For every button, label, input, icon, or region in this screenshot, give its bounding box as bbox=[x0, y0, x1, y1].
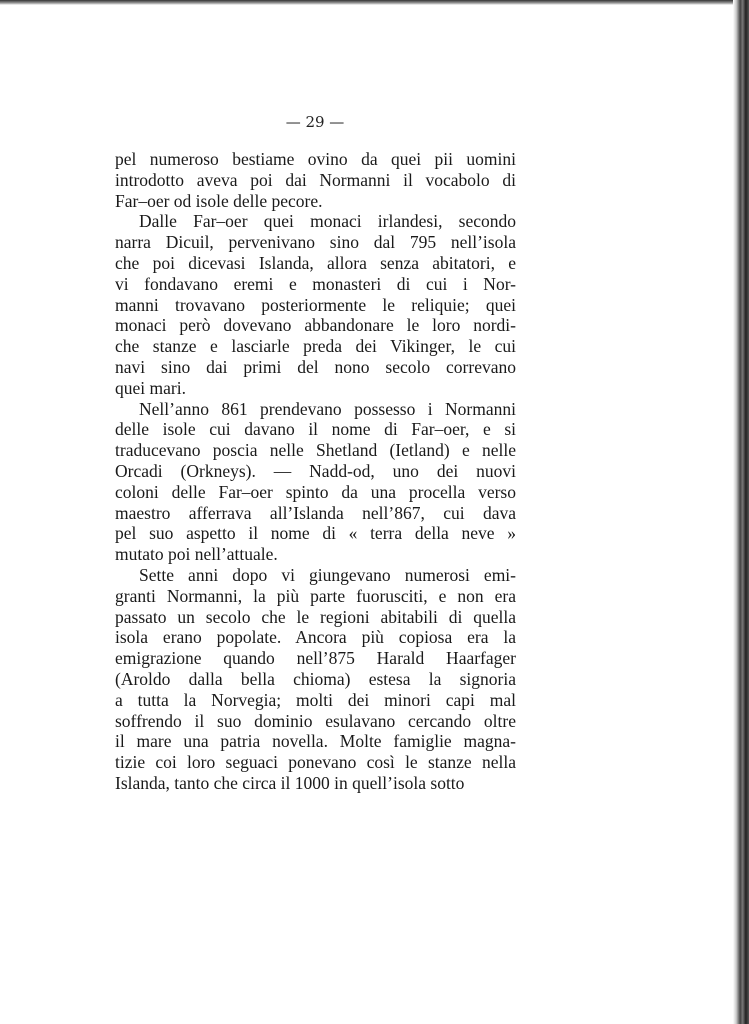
text-line: a tutta la Norvegia; molti dei minori capi mal bbox=[115, 689, 516, 710]
text-line: emigrazione quando nell’875 Harald Haarfager bbox=[115, 648, 516, 669]
text-line: coloni delle Far–oer spinto da una procella verso bbox=[115, 481, 516, 502]
text-line: il mare una patria novella. Molte famiglie magna- bbox=[115, 731, 516, 752]
text-line: navi sino dai primi del nono secolo correvano bbox=[115, 356, 516, 377]
text-line: narra Dicuil, pervenivano sino dal 795 nell’isola bbox=[115, 232, 516, 253]
text-line: Islanda, tanto che circa il 1000 in quell’isola sotto bbox=[115, 772, 465, 793]
text-line: mutato poi nell’attuale. bbox=[115, 544, 278, 565]
text-line: Orcadi (Orkneys). — Nadd-od, uno dei nuovi bbox=[115, 460, 516, 481]
text-line: pel suo aspetto il nome di « terra della neve » bbox=[115, 523, 516, 544]
text-line: (Aroldo dalla bella chioma) estesa la signoria bbox=[115, 668, 516, 689]
text-line: introdotto aveva poi dai Normanni il vocabolo di bbox=[115, 169, 516, 190]
text-line: granti Normanni, la più parte fuorusciti, e non era bbox=[115, 585, 516, 606]
paragraph bbox=[115, 565, 516, 794]
text-line: Sette anni dopo vi giungevano numerosi emi- bbox=[139, 564, 516, 585]
text-line: soffrendo il suo dominio esulavano cercando oltre bbox=[115, 710, 516, 731]
text-line: delle isole cui davano il nome di Far–oer, e si bbox=[115, 419, 516, 440]
text-line: Far–oer od isole delle pecore. bbox=[115, 190, 323, 211]
text-line: traducevano poscia nelle Shetland (Ietland) e nelle bbox=[115, 440, 516, 461]
text-line: maestro afferrava all’Islanda nell’867, cui dava bbox=[115, 502, 516, 523]
text-line: Dalle Far–oer quei monaci irlandesi, secondo bbox=[139, 211, 516, 232]
scan-top-edge bbox=[0, 0, 749, 5]
paragraph bbox=[115, 149, 516, 211]
text-line: vi fondavano eremi e monasteri di cui i Nor- bbox=[115, 273, 516, 294]
text-line: monaci però dovevano abbandonare le loro nordi- bbox=[115, 315, 516, 336]
text-line: quei mari. bbox=[115, 377, 186, 398]
page-number: — 29 — bbox=[285, 113, 345, 131]
paragraph bbox=[115, 399, 516, 565]
body-text bbox=[115, 149, 516, 794]
text-line: Nell’anno 861 prendevano possesso i Normanni bbox=[139, 398, 516, 419]
scan-binding-edge bbox=[733, 0, 749, 1024]
text-line: manni trovavano posteriormente le reliquie; quei bbox=[115, 294, 516, 315]
paragraph bbox=[115, 211, 516, 398]
text-line: che stanze e lasciarle preda dei Vikinger, le cui bbox=[115, 336, 516, 357]
text-line: che poi dicevasi Islanda, allora senza abitatori, e bbox=[115, 252, 516, 273]
text-line: passato un secolo che le regioni abitabili di quella bbox=[115, 606, 516, 627]
text-line: pel numeroso bestiame ovino da quei pii uomini bbox=[115, 149, 516, 169]
text-line: isola erano popolate. Ancora più copiosa era la bbox=[115, 627, 516, 648]
text-line: tizie coi loro seguaci ponevano così le stanze nella bbox=[115, 752, 516, 773]
